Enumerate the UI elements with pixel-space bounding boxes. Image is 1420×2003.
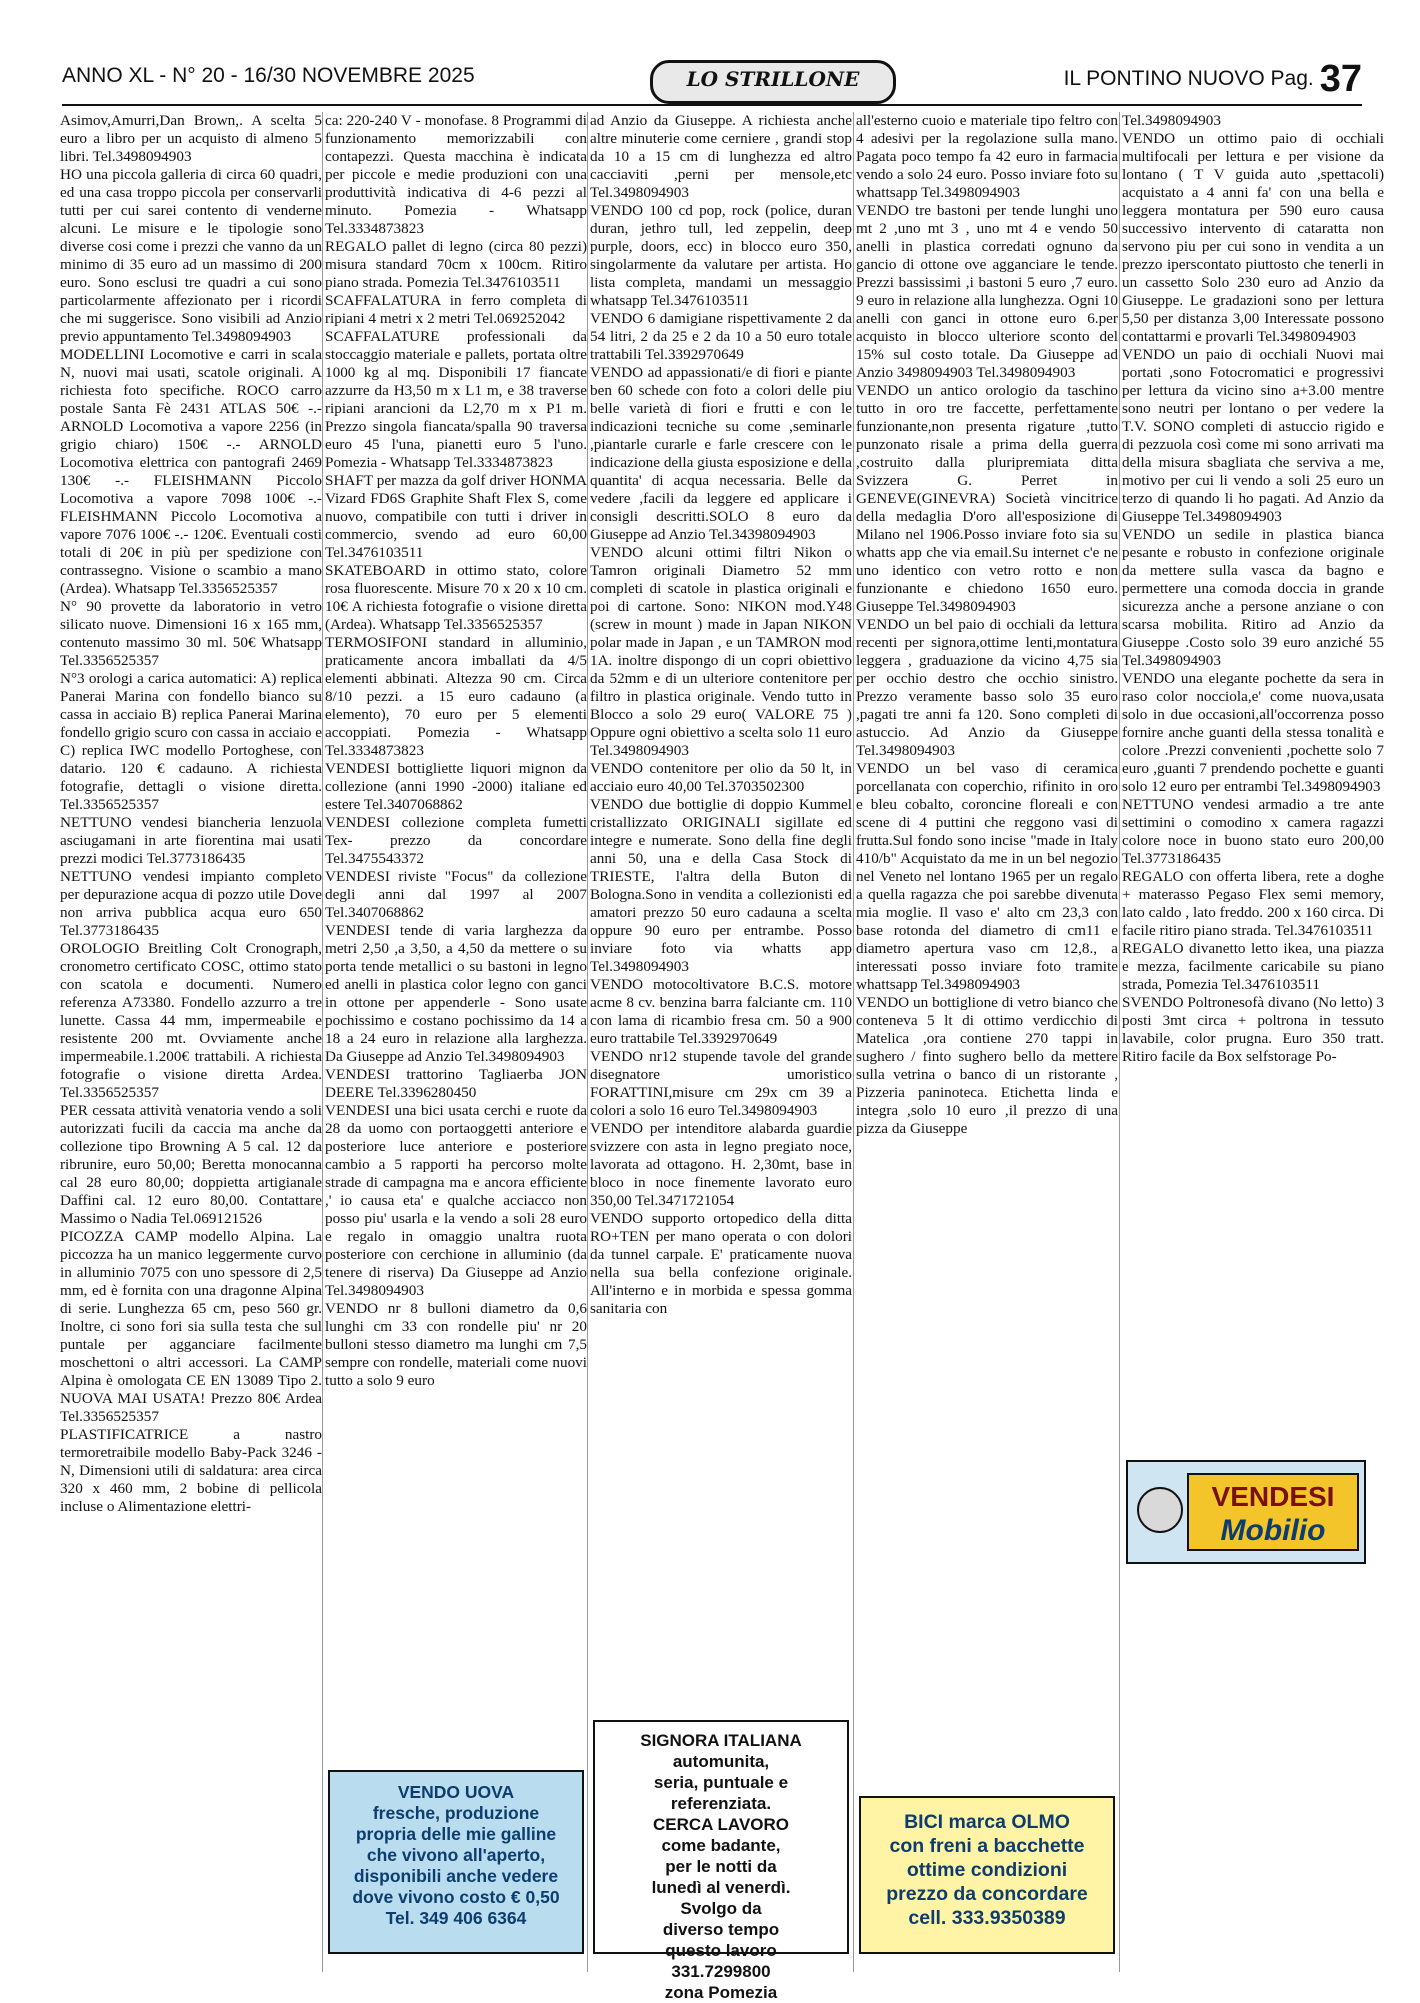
box-line: che vivono all'aperto, xyxy=(366,1845,546,1865)
box-line: come badante, xyxy=(661,1836,781,1855)
classified-ad: HO una piccola galleria di circa 60 quadri, ed una casa troppo piccola per conservarli tutti per cui sarei contento di venderne alcuni. Le misure e le tipologie sono diverse cosi come i prezzi che vanno da un minimo di 35 euro ad un massimo di 200 euro. Sono esclusi tre quadri a cui sono particolarmente affezionato per i ricordi che mi suggerisce. Sono visibili ad Anzio previo appuntamento Tel.3498094903 xyxy=(60,166,322,345)
box-line: zona Pomezia xyxy=(664,1983,778,2002)
page-label: Pag. xyxy=(1270,67,1314,90)
classified-ad: VENDO per intenditore alabarda guardie svizzere con asta in legno pregiato noce, lavorata ad ottagono. H. 2,30mt, base in bloco in noce finemente lavorato euro 350,00 Tel.3471721054 xyxy=(590,1120,852,1209)
box-line: Tel. 349 406 6364 xyxy=(385,1908,527,1928)
box-line: fresche, produzione xyxy=(372,1803,540,1823)
classified-ad: SVENDO Poltronesofà divano (No letto) 3 posti 3mt circa + poltrona in tessuto lavabile, color prugna. Euro 350 tratt. Ritiro facile da Box selfstorage Po- xyxy=(1122,994,1384,1065)
classified-ad: N° 90 provette da laboratorio in vetro silicato nuove. Dimensioni 16 x 165 mm, contenuto massimo 30 ml. 50€ Whatsapp Tel.3356525357 xyxy=(60,598,322,669)
ad-box-uova xyxy=(328,1770,584,1954)
classified-ad: NETTUNO vendesi biancheria lenzuola asciugamani in arte fiorentina mai usati prezzi modici Tel.3773186435 xyxy=(60,814,322,867)
box-line: referenziata. xyxy=(670,1794,772,1813)
box-line: prezzo da concordare xyxy=(886,1883,1088,1905)
classified-ad: PICOZZA CAMP modello Alpina. La piccozza ha un manico leggermente curvo in alluminio 7075 con uno spessore di 2,5 mm, ed è fornita con una dragonne Alpina di serie. Lunghezza 65 cm, peso 560 gr. Inoltre, ci sono fori sia sulla testa che sul puntale per agganciare facilmente moschettoni o altri accessori. La CAMP Alpina è omologata CE EN 13089 Tipo 2. NUOVA MAI USATA! Prezzo 80€ Ardea Tel.3356525357 xyxy=(60,1228,322,1425)
classified-ad: REGALO divanetto letto ikea, una piazza e mezza, facilmente caricabile su piano strada, Pomezia Tel.3476103511 xyxy=(1122,940,1384,993)
page-header xyxy=(62,58,1362,106)
box-line: seria, puntuale e xyxy=(653,1773,789,1792)
classified-ad: VENDO tre bastoni per tende lunghi uno mt 2 ,uno mt 3 , uno mt 4 e vendo 50 anelli in plastica corredati ognuno da gancio di ottone ove agganciare le tende. Prezzi bassissimi ,i bastoni 5 euro ,7 euro. 9 euro in relazione alla lunghezza. Ogni 10 anelli con ganci in ottone euro 6.per acquisto in blocco ulteriore sconto del 15% sul costo totale. Da Giuseppe ad Anzio 3498094903 Tel.3498094903 xyxy=(856,202,1118,381)
publication-info xyxy=(1064,58,1362,101)
classified-ad: Tel.3498094903 xyxy=(1122,112,1221,129)
ad-box-signora xyxy=(593,1720,849,2002)
classified-ad: NETTUNO vendesi impianto completo per depurazione acqua di pozzo utile Dove non arriva pubblica acqua euro 650 Tel.3773186435 xyxy=(60,868,322,939)
classified-ad: VENDO contenitore per olio da 50 lt, in acciaio euro 40,00 Tel.3703502300 xyxy=(590,760,852,795)
box-line: dove vivono costo € 0,50 xyxy=(352,1887,560,1907)
column-2 xyxy=(325,112,587,1972)
box-line: CERCA LAVORO xyxy=(653,1815,789,1834)
box-line: con freni a bacchette xyxy=(889,1835,1085,1857)
publication-name: IL PONTINO NUOVO xyxy=(1063,67,1265,90)
box-line: cell. 333.9350389 xyxy=(908,1907,1066,1929)
classified-ad: VENDO motocoltivatore B.C.S. motore acme 8 cv. benzina barra falciante cm. 110 con lama di ricambio fresa cm. 50 a 900 euro trattabile Tel.3392970649 xyxy=(590,976,852,1047)
issue-info: ANNO XL - N° 20 - 16/30 NOVEMBRE 2025 xyxy=(62,64,475,87)
classified-ad: VENDO due bottiglie di doppio Kummel cristallizzato ORIGINALI sigillate ed integre e numerate. Sono della fine degli anni 50, una e della Casa Stock di TRIESTE, l'altra della Buton di Bologna.Sono in vendita a collezionisti ed amatori prezzo 50 euro cadauna a scelta oppure 90 euro per entrambe. Posso inviare foto via whatts app Tel.3498094903 xyxy=(590,796,852,975)
classified-ad: SCAFFALATURA in ferro completa di ripiani 4 metri x 2 metri Tel.069252042 xyxy=(325,292,587,327)
box-line: 331.7299800 xyxy=(671,1962,771,1981)
box-line: disponibili anche vedere xyxy=(353,1866,559,1886)
classified-ad: VENDO alcuni ottimi filtri Nikon o Tamron originali Diametro 52 mm completi di scatole in plastica originali e poi di cartone. Sono: NIKON mod.Y48 (screw in mount ) made in Japan NIKON polar made in Japan , e un TAMRON mod 1A. inoltre dispongo di un copri obiettivo da 52mm e di un ulteriore contenitore per filtro in plastica originale. Vendo tutto in Blocco a solo 29 euro( VALORE 75 ) Oppure ogni obiettivo a scelta solo 11 euro Tel.3498094903 xyxy=(590,544,852,759)
classified-ad: OROLOGIO Breitling Colt Cronograph, cronometro certificato COSC, ottimo stato con scatola e documenti. Numero referenza A73380. Fondello azzurro a tre lunette. Cassa 44 mm, impermeabile e resistente 200 mt. Ovviamente anche impermeabile.1.200€ trattabili. A richiesta fotografie o visione diretta Ardea. Tel.3356525357 xyxy=(60,940,322,1101)
mascot-icon xyxy=(1138,1488,1182,1532)
classified-ad: VENDO un bottiglione di vetro bianco che conteneva 5 lt di ottimo verdicchio di Matelica ,ora contiene 270 tappi in sughero / finto sughero bello da mettere sulla vetrina o banco di un ristorante , Pizzeria paninoteca. Etichetta linda e integra ,solo 10 euro ,il prezzo di una pizza da Giuseppe xyxy=(856,994,1118,1137)
classified-ad: VENDESI una bici usata cerchi e ruote da 28 da uomo con portaoggetti anteriore e posteriore luce anteriore e posteriore cambio a 5 rapporti ha percorso molte strade di campagna ma e ancora efficiente ,' io causa eta' e qualche acciacco non posso piu' usarla e la vendo a soli 28 euro e regalo in omaggio unaltra ruota posteriore con cerchione in alluminio (da tenere di riserva) Da Giuseppe ad Anzio Tel.3498094903 xyxy=(325,1102,587,1299)
classified-ad: VENDESI bottigliette liquori mignon da collezione (anni 1990 -2000) italiane ed estere Tel.3407068862 xyxy=(325,760,587,813)
classified-ad: REGALO con offerta libera, rete a doghe + materasso Pegaso Flex semi memory, lato caldo , lato freddo. 200 x 160 circa. Di facile ritiro piano strada. Tel.3476103511 xyxy=(1122,868,1384,939)
ad-box-bici xyxy=(859,1796,1115,1954)
page-number: 37 xyxy=(1319,58,1362,100)
box-line: VENDO UOVA xyxy=(397,1782,515,1802)
vendesi-mobilio-banner xyxy=(1126,1460,1366,1564)
column-5 xyxy=(1122,112,1384,1972)
classified-ad: VENDO un sedile in plastica bianca pesante e robusto in confezione originale da mettere sulla vasca da bagno e permettere una comoda doccia in grande sicurezza anche a persone anziane o con scarsa mobilita. Ritiro ad Anzio da Giuseppe .Costo solo 39 euro anziché 55 Tel.3498094903 xyxy=(1122,526,1384,669)
classified-ad: PER cessata attività venatoria vendo a soli autorizzati fucili da caccia ma anche da collezione tipo Browning A 5 cal. 12 da ribrunire, euro 50,00; Beretta monocanna cal 28 euro 80,00; doppietta artigianale Daffini cal. 12 euro 80,00. Contattare Massimo o Nadia Tel.069121526 xyxy=(60,1102,322,1227)
box-line: automunita, xyxy=(672,1752,770,1771)
column-1 xyxy=(60,112,322,1972)
classified-ad: SCAFFALATURE professionali da stoccaggio materiale e pallets, portata oltre 1000 kg al mq. Disponibili 17 fiancate azzurre da H3,50 m x L1 m, e 38 traverse ripiani arancioni da L2,70 m x P1 m. Prezzo singola fiancata/spalla 90 traversa euro 45 l'una, pianetti euro 5 l'uno. Pomezia - Whatsapp Tel.3334873823 xyxy=(325,328,587,471)
classified-ad: PLASTIFICATRICE a nastro termoretraibile modello Baby-Pack 3246 - N, Dimensioni utili di saldatura: area circa 320 x 460 mm, 2 bobine di pellicola incluse o Alimentazione elettri- xyxy=(60,1426,322,1515)
box-line: ottime condizioni xyxy=(906,1859,1068,1881)
classified-ad: VENDO nr 8 bulloni diametro da 0,6 lunghi cm 33 con rondelle piu' nr 20 bulloni stesso diametro ma lunghi cm 7,5 sempre con rondelle, materiali come nuovi tutto a solo 9 euro xyxy=(325,1300,587,1389)
classified-ad: N°3 orologi a carica automatici: A) replica Panerai Marina con fondello bianco su cassa in acciaio B) replica Panerai Marina fondello grigio scuro con cassa in acciaio e C) replica IWC modello Portoghese, con datario. 120 € cadauno. A richiesta fotografie, dettagli o visione diretta. Tel.3356525357 xyxy=(60,670,322,813)
classified-ad: VENDO un bel vaso di ceramica porcellanata con coperchio, rifinito in oro e bleu cobalto, coroncine floreali e con scene di 4 puttini che reggono vasi di frutta.Sul fondo sono incise "made in Italy 410/b" Acquistato da me in un bel negozio nel Veneto nel lontano 1965 per un regalo a quella ragazza che poi sarebbe divenuta mia moglie. Il vaso e' alto cm 23,3 con base rotonda del diametro di cm11 e diametro apertura vaso cm 12,8., a interessati posso inviare foto tramite whattsapp Tel.3498094903 xyxy=(856,760,1118,993)
box-line: BICI marca OLMO xyxy=(904,1811,1070,1833)
logo: LO STRILLONE xyxy=(650,60,896,104)
box-line: Svolgo da xyxy=(680,1899,762,1918)
box-line: per le notti da xyxy=(665,1857,777,1876)
column-divider xyxy=(853,112,854,1972)
banner-line-1: VENDESI xyxy=(1211,1481,1335,1512)
classified-ad: VENDO una elegante pochette da sera in raso color nocciola,e' come nuova,usata solo in due occasioni,all'occorrenza posso fornire anche guanti della stessa tonalità e colore .Prezzi convenienti ,pochette solo 7 euro ,guanti 7 prendendo pochette e guanti solo 12 euro per entrambi Tel.3498094903 xyxy=(1122,670,1384,795)
classified-ad: VENDO nr12 stupende tavole del grande disegnatore umoristico FORATTINI,misure cm 29x cm 39 a colori a solo 16 euro Tel.3498094903 xyxy=(590,1048,852,1119)
classified-ad: VENDO supporto ortopedico della ditta RO+TEN per mano operata o con dolori da tunnel carpale. E' praticamente nuova nella sua bella confezione originale. All'interno e in morbida e spessa gomma sanitaria con xyxy=(590,1210,852,1317)
column-3 xyxy=(590,112,852,1972)
box-line: SIGNORA ITALIANA xyxy=(640,1731,802,1750)
box-line: propria delle mie galline xyxy=(355,1824,557,1844)
classified-ad: VENDO un bel paio di occhiali da lettura recenti per signora,ottime lenti,montatura leggera , graduazione da vicino 4,75 sia per occhio destro che occhio sinistro. Prezzo veramente basso solo 35 euro ,pagati tre anni fa 120. Sono completi di astuccio. Ad Anzio da Giuseppe Tel.3498094903 xyxy=(856,616,1118,759)
column-divider xyxy=(1119,112,1120,1972)
classified-ad: SKATEBOARD in ottimo stato, colore rosa fluorescente. Misure 70 x 20 x 10 cm. 10€ A richiesta fotografie o visione diretta (Ardea). Whatsapp Tel.3356525357 xyxy=(325,562,587,633)
box-line: lunedì al venerdì. xyxy=(651,1878,791,1897)
classified-ad: VENDESI trattorino Tagliaerba JON DEERE Tel.3396280450 xyxy=(325,1066,587,1101)
classified-ad: TERMOSIFONI standard in alluminio, praticamente ancora imballati da 4/5 elementi abbinati. Altezza 90 cm. Circa 8/10 pezzi. a 15 euro cadauno (a elemento), 70 euro per 5 elementi accoppiati. Pomezia - Whatsapp Tel.3334873823 xyxy=(325,634,587,759)
column-divider xyxy=(322,112,323,1972)
classified-ad: ca: 220-240 V - monofase. 8 Programmi di funzionamento memorizzabili con contapezzi. Questa macchina è indicata per piccole e medie produzioni con una produttività indicativa di 4-6 pezzi al minuto. Pomezia - Whatsapp Tel.3334873823 xyxy=(325,112,587,237)
classified-ad: ad Anzio da Giuseppe. A richiesta anche altre minuterie come cerniere , grandi stop da 10 a 15 cm di lunghezza ed altro cacciaviti ,perni per mensole,etc Tel.3498094903 xyxy=(590,112,852,201)
classified-ad: Asimov,Amurri,Dan Brown,. A scelta 5 euro a libro per un acquisto di almeno 5 libri. Tel.3498094903 xyxy=(60,112,322,165)
classified-ad: VENDESI tende di varia larghezza da metri 2,50 ,a 3,50, a 4,50 da mettere o su porta tende metallici o su bastoni in legno ed anelli in plastica color legno con ganci in ottone per appenderle - Sono usate pochissimo e costano pochissimo da 14 a 18 a 24 euro in relazione alla larghezza. Da Giuseppe ad Anzio Tel.3498094903 xyxy=(325,922,587,1065)
classified-ad: REGALO pallet di legno (circa 80 pezzi) misura standard 70cm x 100cm. Ritiro piano strada. Pomezia Tel.3476103511 xyxy=(325,238,587,291)
classified-ad: VENDO 6 damigiane rispettivamente 2 da 54 litri, 2 da 25 e 2 da 10 a 50 euro totale trattabili Tel.3392970649 xyxy=(590,310,852,363)
banner-line-2: Mobilio xyxy=(1220,1514,1326,1547)
classified-ad: NETTUNO vendesi armadio a tre ante settimini o comodino x camera ragazzi colore noce in buono stato euro 200,00 Tel.3773186435 xyxy=(1122,796,1384,867)
classified-ad: MODELLINI Locomotive e carri in scala N, nuovi mai usati, scatole originali. A richiesta foto specifiche. ROCO carro postale Santa Fè 2431 ATLAS 50€ -.- ARNOLD Locomotiva a vapore 2256 (in grigio chiaro) 150€ -.- ARNOLD Locomotiva elettrica con pantografi 2469 130€ -.- FLEISHMANN Piccolo Locomotiva a vapore 7098 100€ -.- FLEISHMANN Piccolo Locomotiva a vapore 7076 100€ -.- 120€. Eventuali costi totali di 20€ in più per spedizione con contrassegno. Visione o scambio a mano (Ardea). Whatsapp Tel.3356525357 xyxy=(60,346,322,597)
classified-ad: SHAFT per mazza da golf driver HONMA Vizard FD6S Graphite Shaft Flex S, come nuovo, compatibile con tutti i driver in commercio, svendo ad euro 60,00 Tel.3476103511 xyxy=(325,472,587,561)
classified-ad: VENDO un antico orologio da taschino tutto in oro tre faccette, perfettamente funzionante,non presenta rigature ,tutto punzonato risale a prima della guerra ,costruito dalla pluripremiata ditta Svizzera G. Perret in GENEVE(GINEVRA) Società vincitrice della medaglia D'oro all'esposizione di Milano nel 1906.Posso inviare foto sia su whatts app che via email.Su internet c'e ne uno identico con vetro rotto e non funzionante e chiedono 1650 euro. Giuseppe Tel.3498094903 xyxy=(856,382,1118,615)
classified-ad: VENDO un ottimo paio di occhiali multifocali per lettura e per visione da lontano ( T V guida auto ,spettacoli) acquistato a 4 anni fa' con una bella e leggera montatura per 590 euro causa successivo intervento di cataratta non servono piu per cui sono in vendita a un prezzo iperscontato piuttosto che tenerli in un cassetto Solo 230 euro ad Anzio da Giuseppe. Le gradazioni sono per lettura 5,50 per distanza 3,00 Interessate possono contattarmi e provarli Tel.3498094903 xyxy=(1122,130,1384,345)
column-4 xyxy=(856,112,1118,1972)
classified-ad: all'esterno cuoio e materiale tipo feltro con 4 adesivi per la regolazione sulla mano. Pagata poco tempo fa 42 euro in farmacia vendo a solo 24 euro. Posso inviare foto su whattsapp Tel.3498094903 xyxy=(856,112,1118,201)
classified-ad: VENDESI collezione completa fumetti Tex- prezzo da concordare Tel.3475543372 xyxy=(325,814,587,867)
classified-ad: VENDO 100 cd pop, rock (police, duran duran, jethro tull, led zeppelin, deep purple, doors, ecc) in blocco euro 350, singolarmente da valutare per artista. Ho lista completa, mandami un messaggio whatsapp Tel.3476103511 xyxy=(590,202,852,309)
classified-ad: VENDO ad appassionati/e di fiori e piante ben 60 schede con foto a colori delle piu belle varietà di fiori e frutti e con le indicazioni tecniche su come ,seminarle ,piantarle curarle e farle crescere con le indicazione della giusta esposizione e della quantita' di acqua necessaria. Belle da vedere ,facili da leggere ed applicare i consigli descritti.SOLO 8 euro da Giuseppe ad Anzio Tel.34398094903 xyxy=(590,364,852,543)
classified-ad: VENDESI riviste "Focus" da collezione degli anni dal 1997 al 2007 Tel.3407068862 xyxy=(325,868,587,921)
column-divider xyxy=(587,112,588,1972)
classified-ad: VENDO un paio di occhiali Nuovi mai portati ,sono Fotocromatici e progressivi per lettura da vicino sino a+3.00 mentre sono neutri per lontano o per vedere la T.V. SONO completi di astuccio rigido e di pezzuola così come mi sono arrivati ma della misura sbagliata che serviva a me, motivo per cui li vendo a soli 25 euro un terzo di quando li ho pagati. Ad Anzio da Giuseppe Tel.3498094903 xyxy=(1122,346,1384,525)
box-line: diverso tempo xyxy=(662,1920,780,1939)
box-line: questo lavoro xyxy=(665,1941,777,1960)
